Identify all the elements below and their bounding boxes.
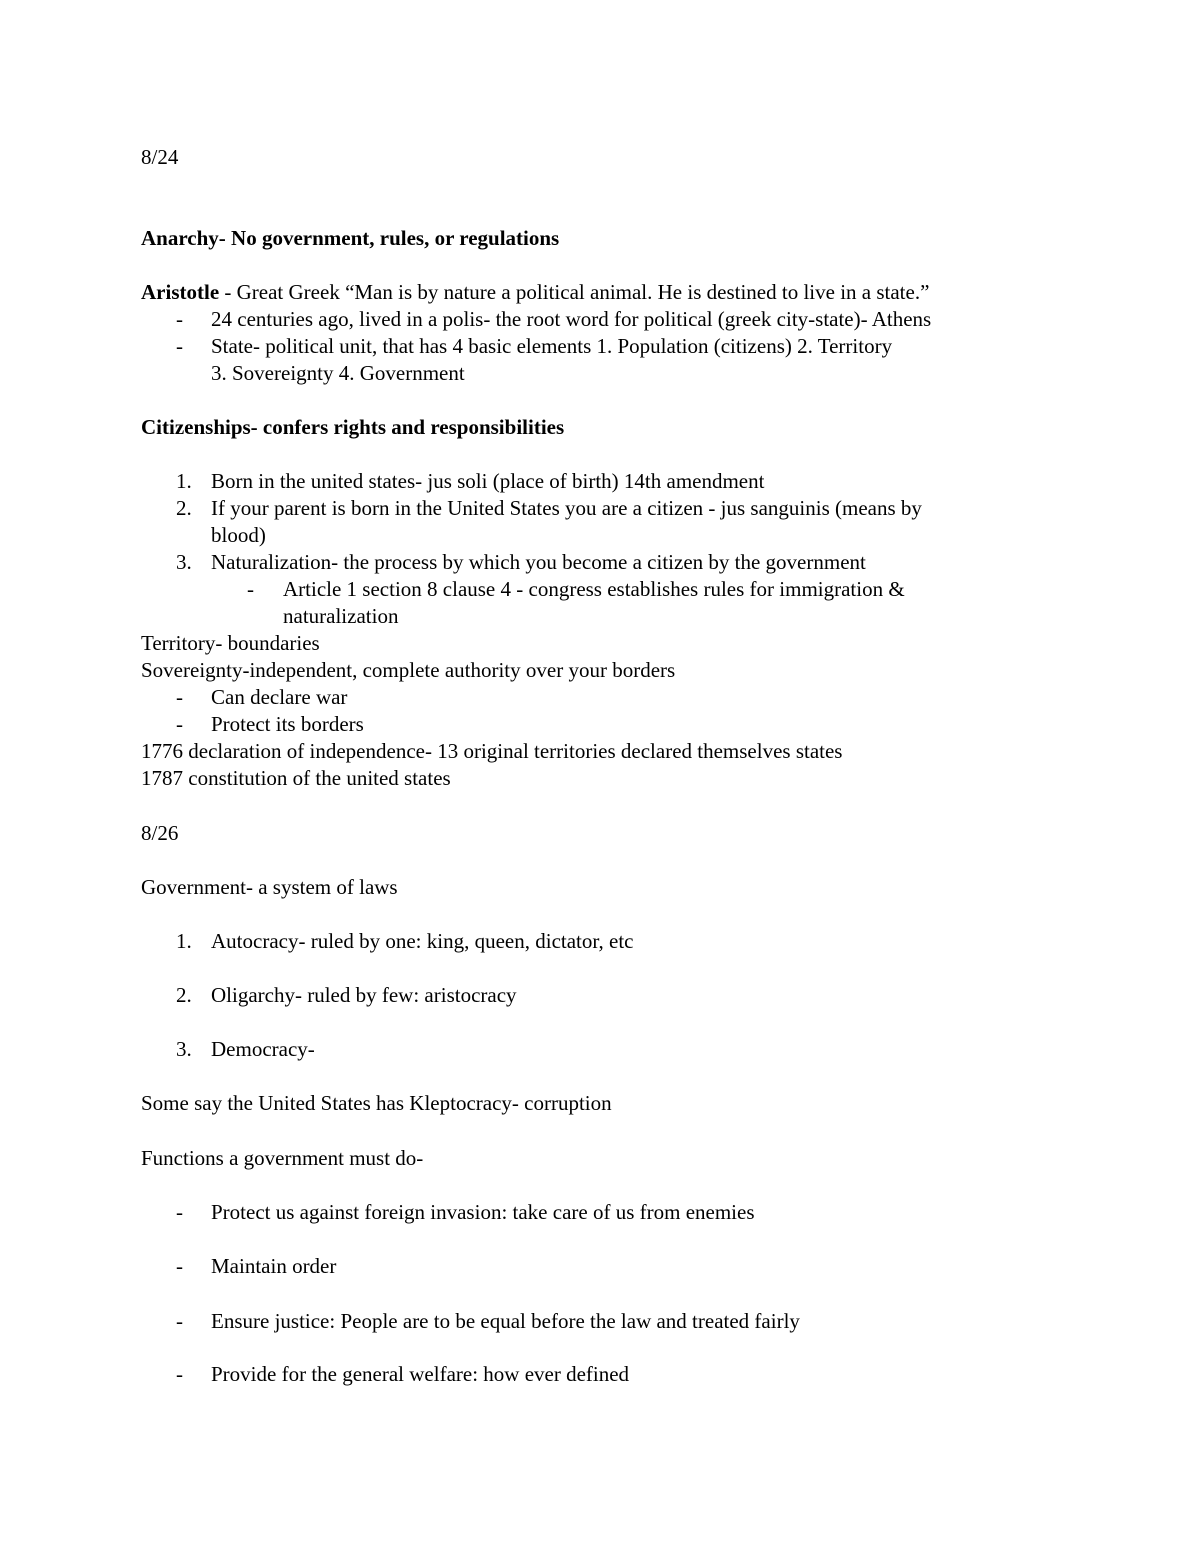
list-number: 3.: [176, 550, 192, 574]
bullet-dash: -: [176, 1200, 183, 1224]
aristotle-quote: - Great Greek “Man is by nature a political animal. He is destined to live in a state.”: [219, 280, 930, 304]
territory-definition: Territory- boundaries: [141, 631, 320, 655]
sub-bullet: Article 1 section 8 clause 4 - congress establishes rules for immigration &: [283, 577, 905, 601]
list-number: 2.: [176, 496, 192, 520]
sovereignty-bullet: Protect its borders: [211, 712, 364, 736]
aristotle-bullet: State- political unit, that has 4 basic elements 1. Population (citizens) 2. Territory: [211, 334, 893, 358]
aristotle-bullet: 24 centuries ago, lived in a polis- the root word for political (greek city-state)- Athens: [211, 307, 932, 331]
anarchy-definition: Anarchy- No government, rules, or regulations: [141, 226, 560, 250]
list-item-continuation: blood): [211, 523, 266, 547]
sub-bullet-continuation: naturalization: [283, 604, 399, 628]
bullet-dash: -: [247, 577, 254, 601]
history-line: 1787 constitution of the united states: [141, 766, 451, 790]
kleptocracy-note: Some say the United States has Kleptocracy- corruption: [141, 1091, 612, 1115]
citizenship-heading: Citizenships- confers rights and responsibilities: [141, 415, 565, 439]
history-line: 1776 declaration of independence- 13 original territories declared themselves states: [141, 739, 843, 763]
bullet-dash: -: [176, 1309, 183, 1333]
list-item: Naturalization- the process by which you become a citizen by the government: [211, 550, 866, 574]
function-item: Maintain order: [211, 1254, 337, 1278]
government-type: Autocracy- ruled by one: king, queen, dictator, etc: [211, 929, 634, 953]
government-definition: Government- a system of laws: [141, 875, 398, 899]
government-type: Democracy-: [211, 1037, 315, 1061]
bullet-dash: -: [176, 307, 183, 331]
list-number: 1.: [176, 469, 192, 493]
list-item: Born in the united states- jus soli (place of birth) 14th amendment: [211, 469, 765, 493]
function-item: Provide for the general welfare: how ever defined: [211, 1362, 630, 1386]
list-number: 1.: [176, 929, 192, 953]
bullet-dash: -: [176, 1254, 183, 1278]
bullet-dash: -: [176, 334, 183, 358]
aristotle-term: Aristotle: [141, 280, 220, 304]
government-type: Oligarchy- ruled by few: aristocracy: [211, 983, 517, 1007]
list-number: 2.: [176, 983, 192, 1007]
aristotle-line: [141, 279, 929, 306]
function-item: Protect us against foreign invasion: take care of us from enemies: [211, 1200, 755, 1224]
list-number: 3.: [176, 1037, 192, 1061]
function-item: Ensure justice: People are to be equal before the law and treated fairly: [211, 1309, 800, 1333]
date-heading: 8/24: [141, 145, 179, 169]
sovereignty-definition: Sovereignty-independent, complete authority over your borders: [141, 658, 676, 682]
sovereignty-bullet: Can declare war: [211, 685, 348, 709]
bullet-dash: -: [176, 685, 183, 709]
bullet-dash: -: [176, 712, 183, 736]
list-item: If your parent is born in the United States you are a citizen - jus sanguinis (means by: [211, 496, 922, 520]
aristotle-bullet-continuation: 3. Sovereignty 4. Government: [211, 361, 465, 385]
functions-heading: Functions a government must do-: [141, 1146, 424, 1170]
bullet-dash: -: [176, 1362, 183, 1386]
date-heading: 8/26: [141, 821, 179, 845]
